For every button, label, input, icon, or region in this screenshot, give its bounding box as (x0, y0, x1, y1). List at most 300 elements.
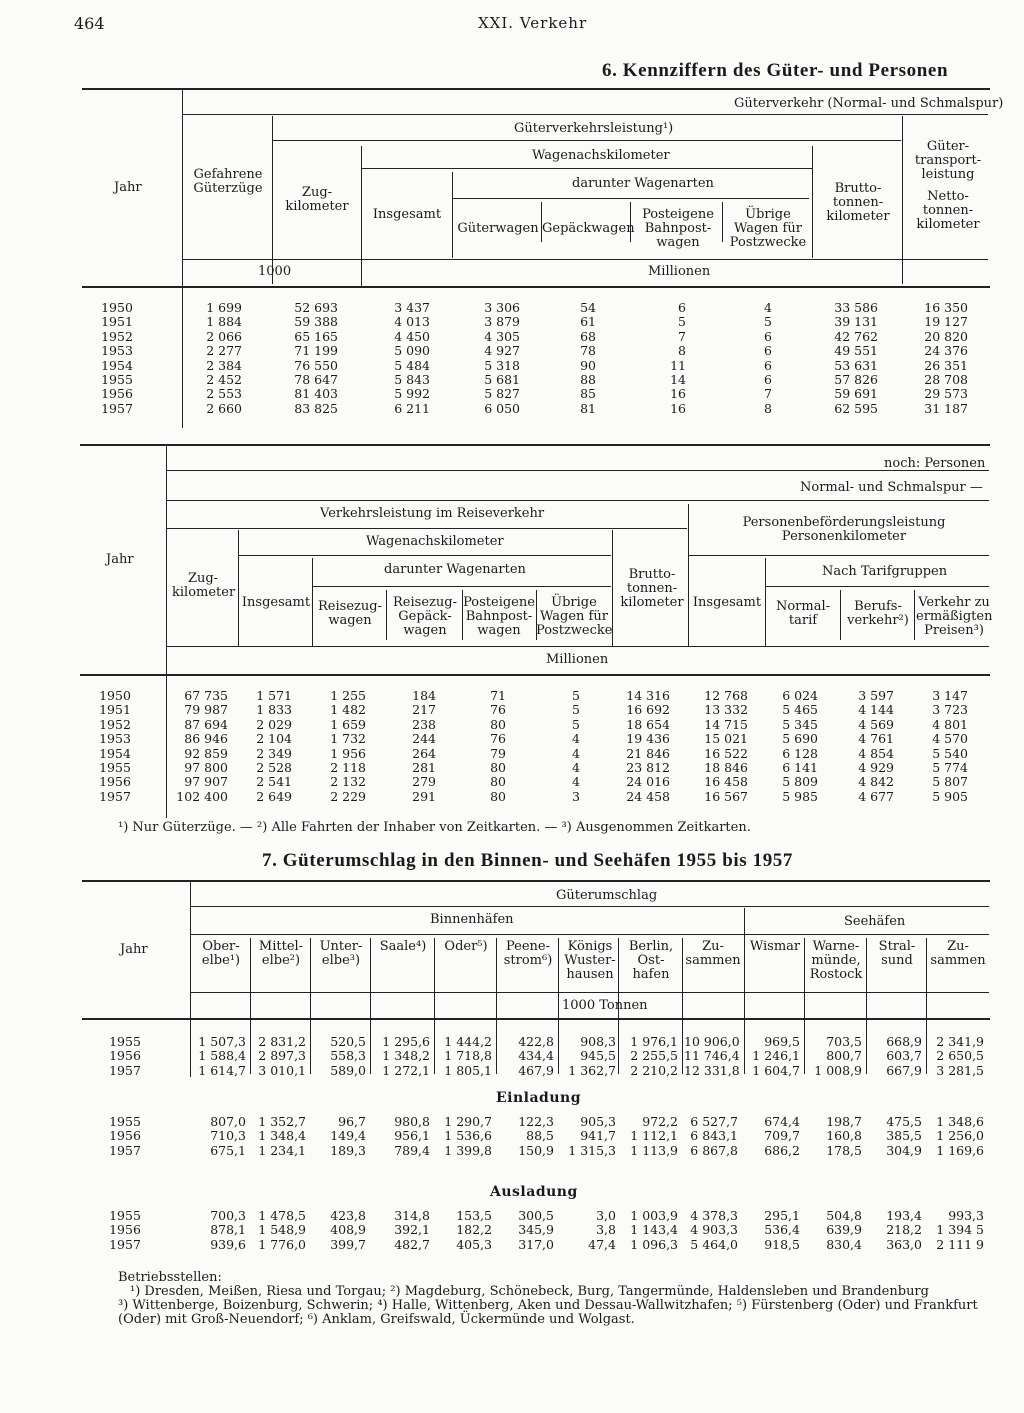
table-cell: 345,9 (518, 1222, 554, 1238)
table-cell: 6 (764, 328, 772, 344)
rule (167, 528, 687, 529)
table-cell: 467,9 (518, 1062, 554, 1078)
table-cell: 24 376 (924, 343, 968, 359)
table-cell: 29 573 (924, 386, 968, 402)
noch-personen: noch: Personen (884, 456, 986, 471)
table-cell: 2 255,5 (630, 1048, 678, 1064)
table-cell: 182,2 (456, 1222, 492, 1238)
table-cell: 2 341,9 (936, 1034, 984, 1049)
row-year: 1957 (99, 788, 131, 804)
col-zugkm: Zug-kilometer (285, 185, 349, 214)
table-cell: 6 843,1 (690, 1128, 738, 1144)
table-cell: 5 681 (484, 372, 520, 387)
table-cell: 941,7 (580, 1128, 616, 1144)
table-cell: 972,2 (642, 1114, 678, 1129)
rule (239, 555, 611, 556)
rule (183, 114, 988, 115)
table-cell: 3 010,1 (258, 1062, 306, 1078)
rule (190, 882, 191, 1077)
table-cell: 2 132 (330, 774, 366, 790)
table-cell: 24 016 (626, 774, 670, 790)
table-cell: 536,4 (764, 1222, 800, 1238)
col-gepaeck-b: Reisezug-Gepäck-wagen (393, 595, 457, 638)
table-cell: 314,8 (394, 1208, 430, 1223)
table-cell: 18 846 (704, 760, 748, 775)
col-header: Zu-sammen (685, 939, 741, 968)
table-cell: 4 854 (858, 745, 894, 761)
table-cell: 3 306 (484, 300, 520, 315)
table-cell: 1 833 (256, 702, 292, 718)
table-cell: 5 090 (394, 343, 430, 359)
table-cell: 956,1 (394, 1128, 430, 1144)
row-year: 1956 (101, 386, 133, 402)
table7-title: 7. Güterumschlag in den Binnen- und Seehäfen 1955 bis 1957 (262, 850, 793, 871)
table-cell: 5 809 (782, 774, 818, 790)
table-cell: 4 801 (932, 716, 968, 732)
rule (434, 938, 435, 1074)
table6-top-rule (82, 88, 990, 90)
foot-betrieb: Betriebsstellen: (118, 1270, 222, 1285)
table-cell: 668,9 (886, 1034, 922, 1049)
table-cell: 6 (678, 300, 686, 315)
table-cell: 423,8 (330, 1208, 366, 1223)
table-cell: 1 699 (206, 300, 242, 315)
table-cell: 1 348,2 (382, 1048, 430, 1064)
table-cell: 969,5 (764, 1034, 800, 1049)
rule (496, 938, 497, 1074)
table-cell: 16 567 (704, 788, 748, 804)
table-cell: 76 (490, 702, 506, 718)
table-cell: 3 879 (484, 314, 520, 330)
row-year: 1955 (109, 1208, 141, 1223)
wagenachs-header-b: Wagenachskilometer (366, 534, 504, 549)
table-cell: 71 (490, 688, 506, 703)
table-cell: 217 (412, 702, 436, 718)
table-cell: 4 842 (858, 774, 894, 790)
table-cell: 2 029 (256, 716, 292, 732)
gueterumschlag-header: Güterumschlag (556, 888, 658, 903)
table-cell: 1 884 (206, 314, 242, 330)
table-cell: 16 458 (704, 774, 748, 790)
table-cell: 7 (764, 386, 772, 402)
table-cell: 81 403 (294, 386, 338, 402)
table-cell: 2 277 (206, 343, 242, 359)
row-year: 1952 (101, 328, 133, 344)
table-cell: 405,3 (456, 1236, 492, 1252)
table-cell: 675,1 (210, 1142, 246, 1158)
table-cell: 4 (572, 731, 580, 747)
table-cell: 1 352,7 (258, 1114, 306, 1129)
rule (386, 590, 387, 640)
table-cell: 3 723 (932, 702, 968, 718)
rule (312, 558, 313, 646)
table-cell: 184 (412, 688, 436, 703)
rule (183, 259, 988, 260)
table-cell: 150,9 (518, 1142, 554, 1158)
table-cell: 88 (580, 372, 596, 387)
table-cell: 80 (490, 760, 506, 775)
rule (182, 88, 183, 428)
table-cell: 1 732 (330, 731, 366, 747)
col-zugkm-b: Zug-kilometer (172, 571, 236, 600)
table-cell: 830,4 (826, 1236, 862, 1252)
row-year: 1955 (101, 372, 133, 387)
col-brutto-b: Brutto-tonnen-kilometer (620, 567, 684, 610)
table-cell: 97 800 (184, 760, 228, 775)
table-cell: 59 691 (834, 386, 878, 402)
table-cell: 482,7 (394, 1236, 430, 1252)
table-cell: 59 388 (294, 314, 338, 330)
table-cell: 20 820 (924, 328, 968, 344)
table-cell: 939,6 (210, 1236, 246, 1252)
col-netto: Netto-tonnen-kilometer (916, 189, 980, 232)
rule (191, 992, 989, 993)
table-cell: 5 (764, 314, 772, 330)
rule (804, 938, 805, 1074)
table-cell: 79 987 (184, 702, 228, 718)
table-cell: 1 234,1 (258, 1142, 306, 1158)
table-cell: 18 654 (626, 716, 670, 732)
row-year: 1955 (109, 1114, 141, 1129)
table-cell: 61 (580, 314, 596, 330)
table-cell: 1 096,3 (630, 1236, 678, 1252)
table-cell: 709,7 (764, 1128, 800, 1144)
table-cell: 3,8 (596, 1222, 616, 1238)
rule (840, 590, 841, 640)
table-cell: 1 614,7 (198, 1062, 246, 1078)
table-cell: 12 331,8 (684, 1062, 740, 1078)
table-cell: 4 677 (858, 788, 894, 804)
table-cell: 5 465 (782, 702, 818, 718)
table-cell: 1 272,1 (382, 1062, 430, 1078)
table-cell: 23 812 (626, 760, 670, 775)
col-uebrige: Übrige Wagen für Postzwecke (729, 207, 807, 250)
col-post-b: Posteigene Bahnpost-wagen (463, 595, 535, 638)
table-cell: 291 (412, 788, 436, 804)
table-cell: 6 141 (782, 760, 818, 775)
table-cell: 80 (490, 716, 506, 732)
table-cell: 57 826 (834, 372, 878, 387)
rule (866, 938, 867, 1074)
row-year: 1952 (99, 716, 131, 732)
rule (689, 555, 989, 556)
table-cell: 5 (678, 314, 686, 330)
table-cell: 5 992 (394, 386, 430, 402)
table-cell: 363,0 (886, 1236, 922, 1252)
table-cell: 281 (412, 760, 436, 775)
table-cell: 710,3 (210, 1128, 246, 1144)
table-cell: 434,4 (518, 1048, 554, 1064)
table-cell: 16 350 (924, 300, 968, 315)
table-cell: 385,5 (886, 1128, 922, 1144)
rule (612, 530, 613, 646)
col-header: Königs Wuster-hausen (564, 939, 616, 982)
table-cell: 4 (572, 760, 580, 775)
table-cell: 24 458 (626, 788, 670, 804)
table-cell: 1 805,1 (444, 1062, 492, 1078)
table-cell: 2 118 (330, 760, 366, 775)
table-cell: 26 351 (924, 357, 968, 373)
table-cell: 4 569 (858, 716, 894, 732)
table-cell: 6 (764, 343, 772, 359)
table-cell: 2 553 (206, 386, 242, 402)
table-cell: 19 127 (924, 314, 968, 330)
table-cell: 3 597 (858, 688, 894, 703)
darunter-header: darunter Wagenarten (572, 176, 714, 191)
table-cell: 5 807 (932, 774, 968, 790)
rule (82, 880, 990, 882)
table-cell: 6 211 (394, 400, 430, 416)
table-cell: 4 450 (394, 328, 430, 344)
col-bahnpostwagen: Posteigene Bahnpost-wagen (642, 207, 714, 250)
table-cell: 6 527,7 (690, 1114, 738, 1129)
table-cell: 3,0 (596, 1208, 616, 1223)
table-cell: 2 660 (206, 400, 242, 416)
rule (370, 938, 371, 1074)
table-cell: 8 (678, 343, 686, 359)
table6-title: 6. Kennziffern des Güter- und Personen (602, 60, 949, 81)
table-cell: 1 246,1 (752, 1048, 800, 1064)
table-cell: 5 540 (932, 745, 968, 761)
rule (362, 168, 812, 169)
foot-line-2: ³) Wittenberge, Boizenburg, Schwerin; ⁴) Halle, Wittenberg, Aken und Dessau-Wallwitzhafen; ⁵) Fürstenberg (Oder) und Frankfurt (118, 1298, 978, 1313)
rule (191, 934, 989, 935)
table-cell: 908,3 (580, 1034, 616, 1049)
foot-line-1: ¹) Dresden, Meißen, Riesa und Torgau; ²) Magdeburg, Schönebeck, Burg, Tangermünde, Haldensleben und Brandenburg (130, 1284, 929, 1299)
table-cell: 6 024 (782, 688, 818, 703)
table-cell: 6 867,8 (690, 1142, 738, 1158)
row-year: 1956 (109, 1048, 141, 1064)
footnote-6: ¹) Nur Güterzüge. — ²) Alle Fahrten der Inhaber von Zeitkarten. — ³) Ausgenommen Zeitkarten. (118, 820, 751, 835)
col-ermaessigt: Verkehr zu ermäßigten Preisen³) (916, 595, 993, 638)
page-number: 464 (74, 14, 105, 33)
col-jahr: Jahr (114, 180, 142, 195)
rule (273, 140, 901, 141)
table-cell: 4 378,3 (690, 1208, 738, 1223)
table-cell: 918,5 (764, 1236, 800, 1252)
table-cell: 667,9 (886, 1062, 922, 1078)
table-cell: 4 305 (484, 328, 520, 344)
table-cell: 153,5 (456, 1208, 492, 1223)
table-cell: 16 (670, 400, 686, 416)
table-cell: 87 694 (184, 716, 228, 732)
table-cell: 3 (572, 788, 580, 804)
table-cell: 2 111 9 (936, 1236, 984, 1252)
col-gueterwagen: Güterwagen (457, 221, 539, 236)
table-cell: 1 255 (330, 688, 366, 703)
row-year: 1951 (101, 314, 133, 330)
table-cell: 11 746,4 (684, 1048, 740, 1064)
table-cell: 789,4 (394, 1142, 430, 1158)
rule (310, 938, 311, 1074)
table-cell: 14 715 (704, 716, 748, 732)
rule (688, 504, 689, 646)
table-cell: 317,0 (518, 1236, 554, 1252)
table-cell: 1 112,1 (630, 1128, 678, 1144)
row-year: 1954 (101, 357, 133, 373)
row-year: 1955 (109, 1034, 141, 1049)
table-cell: 1 290,7 (444, 1114, 492, 1129)
col-gepaeckwagen: Gepäckwagen (542, 221, 635, 236)
rule (766, 586, 989, 587)
table-cell: 980,8 (394, 1114, 430, 1129)
table-cell: 300,5 (518, 1208, 554, 1223)
table-cell: 504,8 (826, 1208, 862, 1223)
table-cell: 1 348,4 (258, 1128, 306, 1144)
table-cell: 1 143,4 (630, 1222, 678, 1238)
table-cell: 422,8 (518, 1034, 554, 1049)
row-year: 1950 (101, 300, 133, 315)
rule (558, 938, 559, 1074)
col-transport: Güter-transport-leistung (914, 139, 982, 182)
col-normaltarif: Normal-tarif (775, 599, 831, 628)
unit-millionen: Millionen (648, 264, 711, 279)
table-cell: 78 647 (294, 372, 338, 387)
table-cell: 5 774 (932, 760, 968, 775)
rule (682, 938, 683, 1074)
table-cell: 92 859 (184, 745, 228, 761)
binnenhaefen-header: Binnenhäfen (430, 912, 514, 927)
col-header: Warne-münde, Rostock (809, 939, 863, 982)
table-cell: 2 349 (256, 745, 292, 761)
table-cell: 1 536,6 (444, 1128, 492, 1144)
col-header: Berlin, Ost-hafen (628, 939, 674, 982)
table-cell: 4 903,3 (690, 1222, 738, 1238)
table-cell: 1 482 (330, 702, 366, 718)
table-cell: 399,7 (330, 1236, 366, 1252)
row-year: 1957 (109, 1142, 141, 1158)
rule (765, 558, 766, 646)
row-year: 1953 (101, 343, 133, 359)
group-header: Güterverkehrsleistung¹) (514, 121, 674, 136)
col-header: Peene-strom⁶) (503, 939, 553, 968)
table-cell: 160,8 (826, 1128, 862, 1144)
table-cell: 14 316 (626, 688, 670, 703)
table-cell: 279 (412, 774, 436, 790)
table-cell: 15 021 (704, 731, 748, 747)
col-header: Zu-sammen (930, 939, 986, 968)
col-header: Ober-elbe¹) (201, 939, 241, 968)
table-cell: 71 199 (294, 343, 338, 359)
table-cell: 149,4 (330, 1128, 366, 1144)
rule (250, 938, 251, 1074)
table-cell: 1 362,7 (568, 1062, 616, 1078)
rule (167, 500, 989, 501)
col-insgesamt-b: Insgesamt (241, 595, 311, 610)
table-cell: 189,3 (330, 1142, 366, 1158)
table-cell: 1 588,4 (198, 1048, 246, 1064)
table-cell: 86 946 (184, 731, 228, 747)
table-cell: 475,5 (886, 1114, 922, 1129)
row-year: 1954 (99, 745, 131, 761)
table-cell: 5 985 (782, 788, 818, 804)
rule (167, 646, 989, 647)
table-cell: 6 128 (782, 745, 818, 761)
col-uebrige-b: Übrige Wagen für Postzwecke (536, 595, 613, 638)
table-cell: 12 768 (704, 688, 748, 703)
table-cell: 408,9 (330, 1222, 366, 1238)
table-cell: 674,4 (764, 1114, 800, 1129)
table-cell: 1 478,5 (258, 1208, 306, 1223)
table-cell: 193,4 (886, 1208, 922, 1223)
table-cell: 79 (490, 745, 506, 761)
row-year: 1950 (99, 688, 131, 703)
table-cell: 80 (490, 788, 506, 804)
table-cell: 686,2 (764, 1142, 800, 1158)
sec-einladung: Einladung (496, 1090, 581, 1106)
table-cell: 5 827 (484, 386, 520, 402)
table-cell: 4 (764, 300, 772, 315)
table-cell: 31 187 (924, 400, 968, 416)
table-cell: 1 003,9 (630, 1208, 678, 1223)
table-cell: 3 281,5 (936, 1062, 984, 1078)
table-cell: 49 551 (834, 343, 878, 359)
table-cell: 5 318 (484, 357, 520, 373)
table-cell: 16 522 (704, 745, 748, 761)
table-cell: 218,2 (886, 1222, 922, 1238)
table-cell: 4 (572, 774, 580, 790)
table-cell: 4 570 (932, 731, 968, 747)
table-cell: 97 907 (184, 774, 228, 790)
table-cell: 295,1 (764, 1208, 800, 1223)
table-cell: 703,5 (826, 1034, 862, 1049)
table-cell: 96,7 (338, 1114, 366, 1129)
table-cell: 1 956 (330, 745, 366, 761)
table-cell: 5 843 (394, 372, 430, 387)
row-year: 1955 (99, 760, 131, 775)
table-cell: 603,7 (886, 1048, 922, 1064)
col-gueterzuege: Gefahrene Güterzüge (193, 167, 263, 196)
table-cell: 304,9 (886, 1142, 922, 1158)
table-cell: 4 (572, 745, 580, 761)
row-year: 1951 (99, 702, 131, 718)
table-cell: 76 (490, 731, 506, 747)
table-cell: 28 708 (924, 372, 968, 387)
table-cell: 16 692 (626, 702, 670, 718)
rule (167, 470, 989, 471)
table-cell: 905,3 (580, 1114, 616, 1129)
chapter-title: XXI. Verkehr (478, 14, 588, 32)
table-cell: 76 550 (294, 357, 338, 373)
table-cell: 1 256,0 (936, 1128, 984, 1144)
unit-1000: 1000 (258, 264, 292, 279)
table-cell: 19 436 (626, 731, 670, 747)
sec-ausladung: Ausladung (490, 1184, 578, 1200)
table-cell: 4 761 (858, 731, 894, 747)
rule (80, 444, 990, 446)
table-cell: 807,0 (210, 1114, 246, 1129)
rule (191, 906, 989, 907)
table-cell: 2 452 (206, 372, 242, 387)
table-cell: 1 659 (330, 716, 366, 732)
rule (238, 530, 239, 646)
rule (452, 172, 453, 258)
rule (361, 146, 362, 286)
table-cell: 122,3 (518, 1114, 554, 1129)
table-cell: 558,3 (330, 1048, 366, 1064)
table-cell: 2 831,2 (258, 1034, 306, 1049)
table-cell: 238 (412, 716, 436, 732)
col-reisezugwagen: Reisezug-wagen (318, 599, 382, 628)
table-cell: 6 050 (484, 400, 520, 416)
col-insgesamt2: Insgesamt (692, 595, 762, 610)
rule (82, 286, 990, 288)
table-cell: 264 (412, 745, 436, 761)
table-cell: 2 104 (256, 731, 292, 747)
group-left: Verkehrsleistung im Reiseverkehr (320, 506, 545, 521)
table-cell: 589,0 (330, 1062, 366, 1078)
table-cell: 5 (572, 716, 580, 732)
